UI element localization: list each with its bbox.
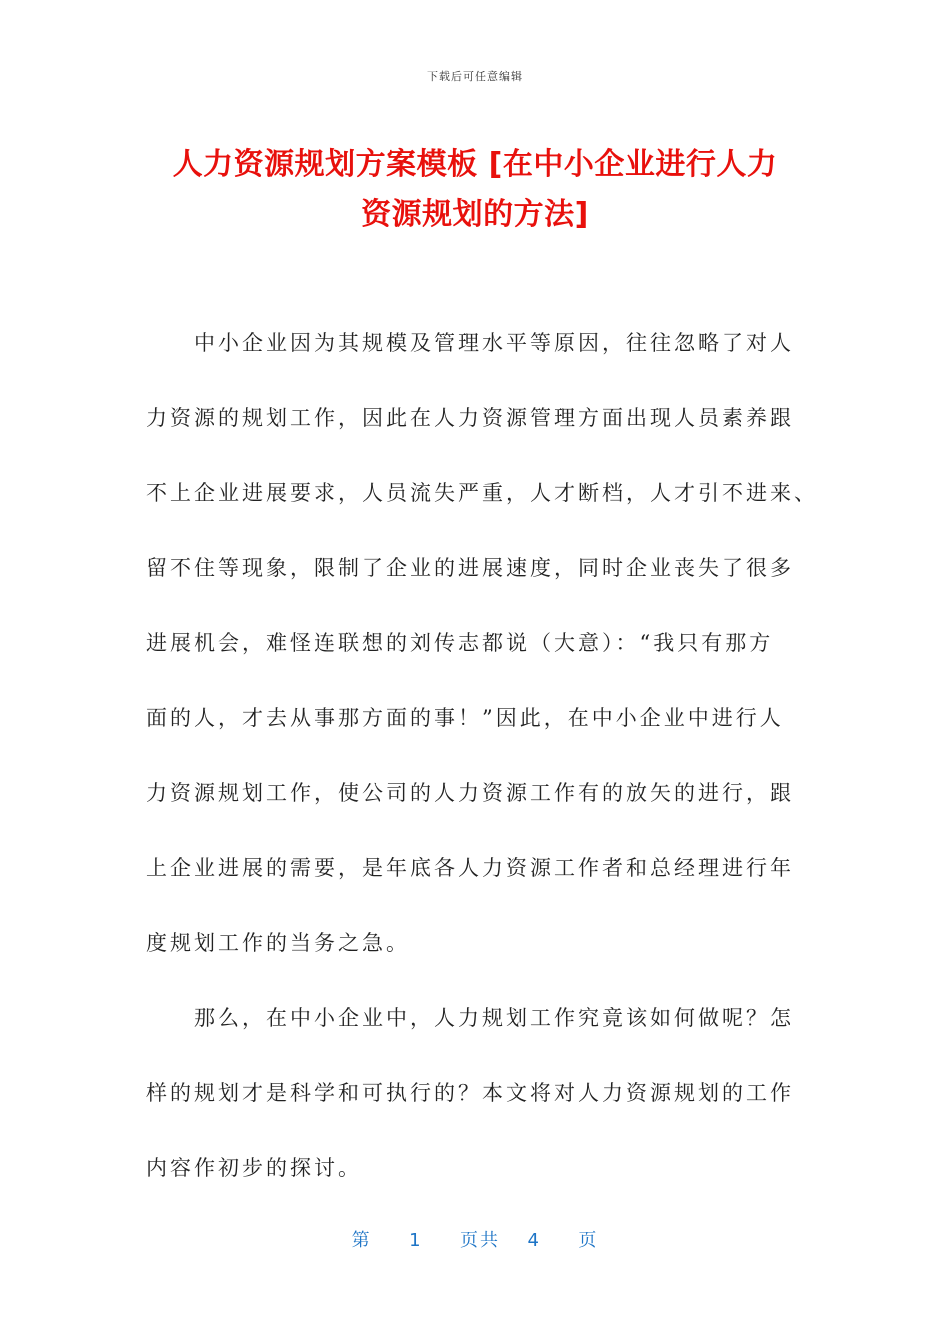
- footer-total-pages: 4: [527, 1230, 541, 1251]
- paragraph-line: 度规划工作的当务之急。: [146, 931, 410, 955]
- paragraph-line: 样的规划才是科学和可执行的？本文将对人力资源规划的工作: [146, 1081, 794, 1105]
- header-note: 下载后可任意编辑: [427, 70, 523, 83]
- paragraph-line: 力资源规划工作，使公司的人力资源工作有的放矢的进行，跟: [146, 781, 794, 805]
- paragraph-line: 内容作初步的探讨。: [146, 1156, 362, 1180]
- paragraph-line: 面的人，才去从事那方面的事！”因此，在中小企业中进行人: [146, 706, 784, 730]
- document-title: [120, 140, 830, 240]
- footer-page-suffix: 页: [578, 1230, 599, 1251]
- paragraph-line: 那么，在中小企业中，人力规划工作究竟该如何做呢？怎: [146, 1006, 794, 1030]
- paragraph-line: 进展机会，难怪连联想的刘传志都说（大意）：“我只有那方: [146, 631, 774, 655]
- paragraph-line: 不上企业进展要求，人员流失严重，人才断档，人才引不进来、: [146, 481, 818, 505]
- footer-current-page: 1: [409, 1230, 423, 1251]
- paragraph-line: 上企业进展的需要，是年底各人力资源工作者和总经理进行年: [146, 856, 794, 880]
- title-line-1: 人力资源规划方案模板 [在中小企业进行人力: [172, 147, 778, 182]
- title-line-2: 资源规划的方法]: [361, 197, 589, 232]
- paragraph-line: 中小企业因为其规模及管理水平等原因，往往忽略了对人: [146, 331, 794, 355]
- footer-page-mid: 页共: [460, 1230, 500, 1251]
- footer-page-prefix: 第: [351, 1230, 372, 1251]
- paragraph-line: 力资源的规划工作，因此在人力资源管理方面出现人员素养跟: [146, 406, 794, 430]
- paragraph-line: 留不住等现象，限制了企业的进展速度，同时企业丧失了很多: [146, 556, 794, 580]
- page-footer: [0, 1226, 950, 1252]
